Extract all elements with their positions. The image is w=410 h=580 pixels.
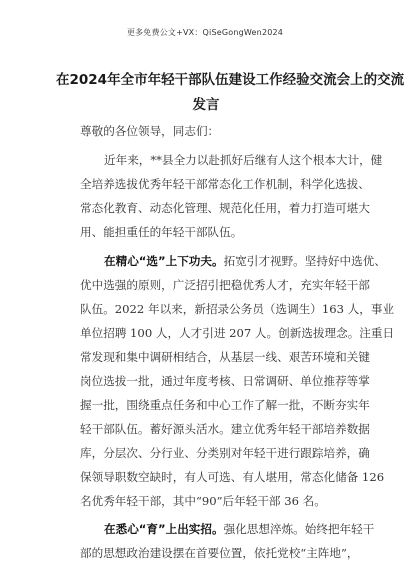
paragraph-3-first-line [104,522,374,536]
paragraph-2-line: 保领导职数空缺时，有人可选、有人堪用，常态化储备 126 [80,470,385,484]
paragraph-1-line: 常态化教育、动态化管理、规范化任用，着力打造可堪大 [80,201,370,215]
greeting: 尊敬的各位领导，同志们： [80,124,220,138]
paragraph-2-line: 常发现和集中调研相结合，从基层一线、艰苦环境和关键 [80,350,370,364]
paragraph-2-first-line [104,254,386,268]
paragraph-3-line: 部的思想政治建设摆在首要位置，依托党校“主阵地”， [80,546,359,560]
paragraph-2-line: 握一批，围绕重点任务和中心工作了解一批，不断夯实年 [80,398,370,412]
paragraph-2-line: 优中选强的原则，广泛招引把稳优秀人才，充实年轻干部 [80,278,370,292]
document-title-line-1: 在2024年全市年轻干部队伍建设工作经验交流会上的交流 [56,72,405,88]
paragraph-2-line: 名优秀年轻干部，其中“90”后年轻干部 36 名。 [80,494,326,508]
paragraph-2-first-text: 拓宽引才视野。坚持好中选优、 [223,254,386,268]
paragraph-2-line: 岗位选拔一批，通过年度考核、日常调研、单位推荐等掌 [80,374,370,388]
paragraph-3-first-text: 强化思想淬炼。始终把年轻干 [223,522,375,536]
paragraph-2-line: 单位招聘 100 人，人才引进 207 人。创新选拔理念。注重日 [80,326,395,340]
paragraph-2-line: 库，分层次、分行业、分类别对年轻干进行跟踪培养，确 [80,446,370,460]
paragraph-2-line: 队伍。2022 年以来，新招录公务员（选调生）163 人，事业 [80,302,395,316]
document-title-line-2: 发言 [192,97,220,113]
header-note: 更多免费公文+VX：QiSeGongWen2024 [126,28,284,37]
paragraph-1-line: 近年来，**县全力以赴抓好后继有人这个根本大计，健 [104,153,383,167]
paragraph-3-heading: 在悉心“育”上出实招。 [104,522,224,536]
paragraph-2-heading: 在精心“选”上下功夫。 [104,254,224,268]
paragraph-2-line: 轻干部队伍。蓄好源头活水。建立优秀年轻干部培养数据 [80,422,370,436]
paragraph-1-line: 用、能担重任的年轻干部队伍。 [80,225,243,239]
paragraph-1-line: 全培养选拔优秀年轻干部常态化工作机制，科学化选拔、 [80,177,370,191]
